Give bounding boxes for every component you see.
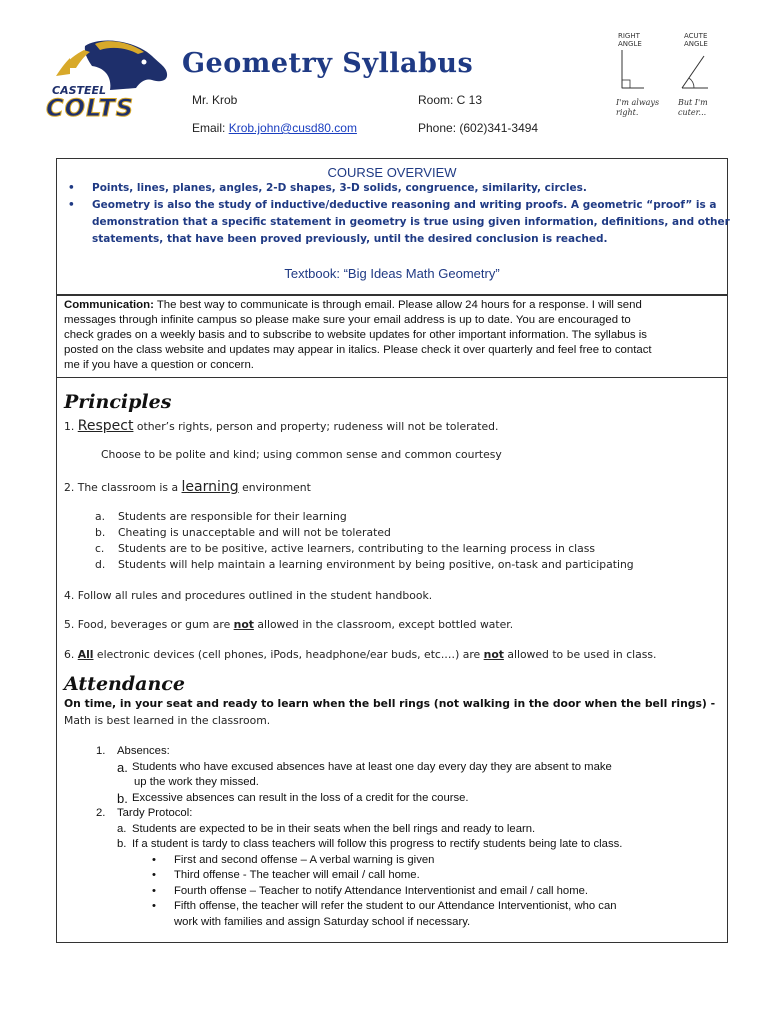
principle-5	[64, 618, 513, 631]
principle-6-all: All	[77, 648, 94, 661]
absences-a-line-1: Students who have excused absences have at least one day every day they are absent to make	[132, 760, 612, 773]
offense-item	[152, 868, 736, 884]
principle-2-prefix: 2. The classroom is a	[64, 481, 182, 494]
acute-angle-caption: But I'm cuter...	[678, 98, 708, 117]
communication-line-4: posted on the class website and updates may appear in italics. Please check it over quarterly and feel free to contact	[64, 344, 652, 356]
principle-4: 4. Follow all rules and procedures outlined in the student handbook.	[64, 589, 433, 602]
teacher-name: Mr. Krob	[192, 93, 238, 107]
bullet-dot: •	[68, 182, 75, 194]
principle-1	[64, 418, 498, 434]
absences-item	[96, 744, 736, 760]
logo-text-colts: COLTS	[46, 94, 134, 122]
principle-6-number: 6.	[64, 648, 78, 661]
offense-text: Fourth offense – Teacher to notify Attendance Interventionist and email / call home.	[174, 884, 589, 897]
list-item-label: c.	[95, 542, 105, 555]
list-item-label: b.	[95, 526, 106, 539]
list-item-label: b.	[117, 838, 127, 850]
offense-item	[152, 899, 736, 915]
page-title: Geometry Syllabus	[182, 48, 474, 79]
right-angle-label: RIGHT ANGLE	[618, 32, 642, 48]
communication-line-1: The best way to communicate is through email. Please allow 24 hours for a response. I will send	[153, 299, 642, 311]
communication-line-5: me if you have a question or concern.	[64, 359, 254, 371]
communication-label: Communication:	[64, 299, 154, 311]
attendance-intro-bold: On time, in your seat and ready to learn when the bell rings (not walking in the door when the bell rings) -	[64, 697, 716, 710]
room-number: Room: C 13	[418, 93, 483, 107]
course-overview-title: COURSE OVERVIEW	[327, 165, 457, 180]
phone-number: Phone: (602)341-3494	[418, 121, 539, 135]
email-label: Email:	[192, 121, 229, 135]
overview-bullet-2-line-2: demonstration that a specific statement in geometry is true using given information, definitions, and other	[92, 216, 730, 228]
principle-1-sub: Choose to be polite and kind; using common sense and common courtesy	[101, 448, 502, 461]
attendance-list	[96, 744, 736, 930]
absences-title: Absences:	[117, 745, 170, 757]
principle-2	[64, 479, 311, 495]
tardy-b	[117, 837, 736, 853]
tardy-a-text: Students are expected to be in their seats when the bell rings and ready to learn.	[132, 822, 536, 835]
list-item-text: Students are responsible for their learning	[118, 510, 347, 523]
bullet-dot: •	[152, 900, 156, 912]
offense-text: Fifth offense, the teacher will refer the student to our Attendance Interventionist, who can	[174, 900, 617, 912]
tardy-title: Tardy Protocol:	[117, 807, 193, 819]
list-item-text: Students will help maintain a learning environment by being positive, on-task and participating	[118, 558, 634, 571]
offense-text: First and second offense – A verbal warning is given	[174, 853, 435, 866]
principle-6-text: electronic devices (cell phones, iPods, headphone/ear buds, etc.…) are	[93, 648, 484, 661]
tardy-item	[96, 806, 736, 822]
absences-a-line-2: up the work they missed.	[134, 776, 259, 788]
offense-text: Third offense - The teacher will email / call home.	[174, 869, 420, 881]
principle-5-text: allowed in the classroom, except bottled water.	[253, 618, 514, 631]
acute-angle-label: ACUTE ANGLE	[684, 32, 708, 48]
tardy-a	[117, 822, 736, 838]
principle-2-keyword: learning	[181, 479, 239, 495]
list-item-label: a.	[117, 822, 127, 835]
communication-text	[64, 298, 744, 373]
list-item	[95, 541, 715, 557]
principle-1-keyword: Respect	[77, 418, 134, 434]
casteel-colts-logo	[40, 38, 170, 128]
list-item-label: a.	[117, 759, 128, 775]
principle-2-text: environment	[238, 481, 311, 494]
list-item-label: d.	[95, 558, 106, 571]
communication-line-2: messages through infinite campus so please make sure your email address is up to date. You are encouraged to	[64, 314, 631, 326]
list-item	[95, 509, 715, 525]
overview-bullets	[56, 180, 746, 248]
bullet-dot: •	[152, 853, 156, 866]
email-link[interactable]: Krob.john@cusd80.com	[228, 121, 357, 135]
principle-5-not: not	[233, 618, 254, 631]
principle-1-number: 1.	[64, 420, 78, 433]
principle-5-prefix: 5. Food, beverages or gum are	[64, 618, 234, 631]
list-item	[95, 557, 715, 573]
angle-cartoon	[600, 28, 730, 128]
list-item-text: Students are to be positive, active learners, contributing to the learning process in class	[118, 542, 596, 555]
email-line	[192, 121, 357, 135]
principle-6	[64, 648, 656, 661]
principle-2-list	[95, 509, 715, 573]
absences-b	[117, 791, 736, 807]
offense-4-line-2: work with families and assign Saturday school if necessary.	[174, 915, 471, 928]
principle-1-text: other’s rights, person and property; rudeness will not be tolerated.	[133, 420, 499, 433]
bullet-dot: •	[152, 869, 156, 881]
list-item-label: b.	[117, 790, 128, 806]
absences-b-text: Excessive absences can result in the loss of a credit for the course.	[132, 791, 469, 804]
bullet-dot: •	[68, 199, 75, 211]
bullet-dot: •	[152, 884, 156, 897]
tardy-b-text: If a student is tardy to class teachers will follow this progress to rectify students being late to class.	[132, 838, 623, 850]
overview-bullet-2-line-1: Geometry is also the study of inductive/deductive reasoning and writing proofs. A geometric “proof” is a	[92, 199, 717, 211]
principle-6-end: allowed to be used in class.	[503, 648, 657, 661]
principles-heading: Principles	[64, 391, 172, 413]
right-angle-caption: I'm always right.	[616, 98, 660, 117]
list-item-label: a.	[95, 510, 106, 523]
list-item-label: 2.	[96, 807, 106, 819]
principle-6-not: not	[483, 648, 504, 661]
offense-item	[152, 853, 736, 869]
overview-bullet-2-line-3: statements, that have been proved previously, until the desired conclusion is reached.	[92, 233, 608, 245]
list-item-label: 1.	[96, 745, 106, 757]
attendance-intro-line-2: Math is best learned in the classroom.	[64, 714, 271, 727]
logo-text-casteel: CASTEEL	[52, 84, 107, 97]
absences-a	[117, 760, 736, 776]
attendance-heading: Attendance	[64, 673, 185, 695]
offense-item	[152, 884, 736, 900]
textbook-line: Textbook: “Big Ideas Math Geometry”	[284, 266, 500, 281]
list-item-text: Cheating is unacceptable and will not be tolerated	[118, 526, 391, 539]
communication-line-3: check grades on a weekly basis and to subscribe to website updates for other important information. The syllabus is	[64, 329, 647, 341]
overview-bullet-1: Points, lines, planes, angles, 2-D shapes, 3-D solids, congruence, similarity, circles.	[92, 182, 587, 194]
list-item	[95, 525, 715, 541]
